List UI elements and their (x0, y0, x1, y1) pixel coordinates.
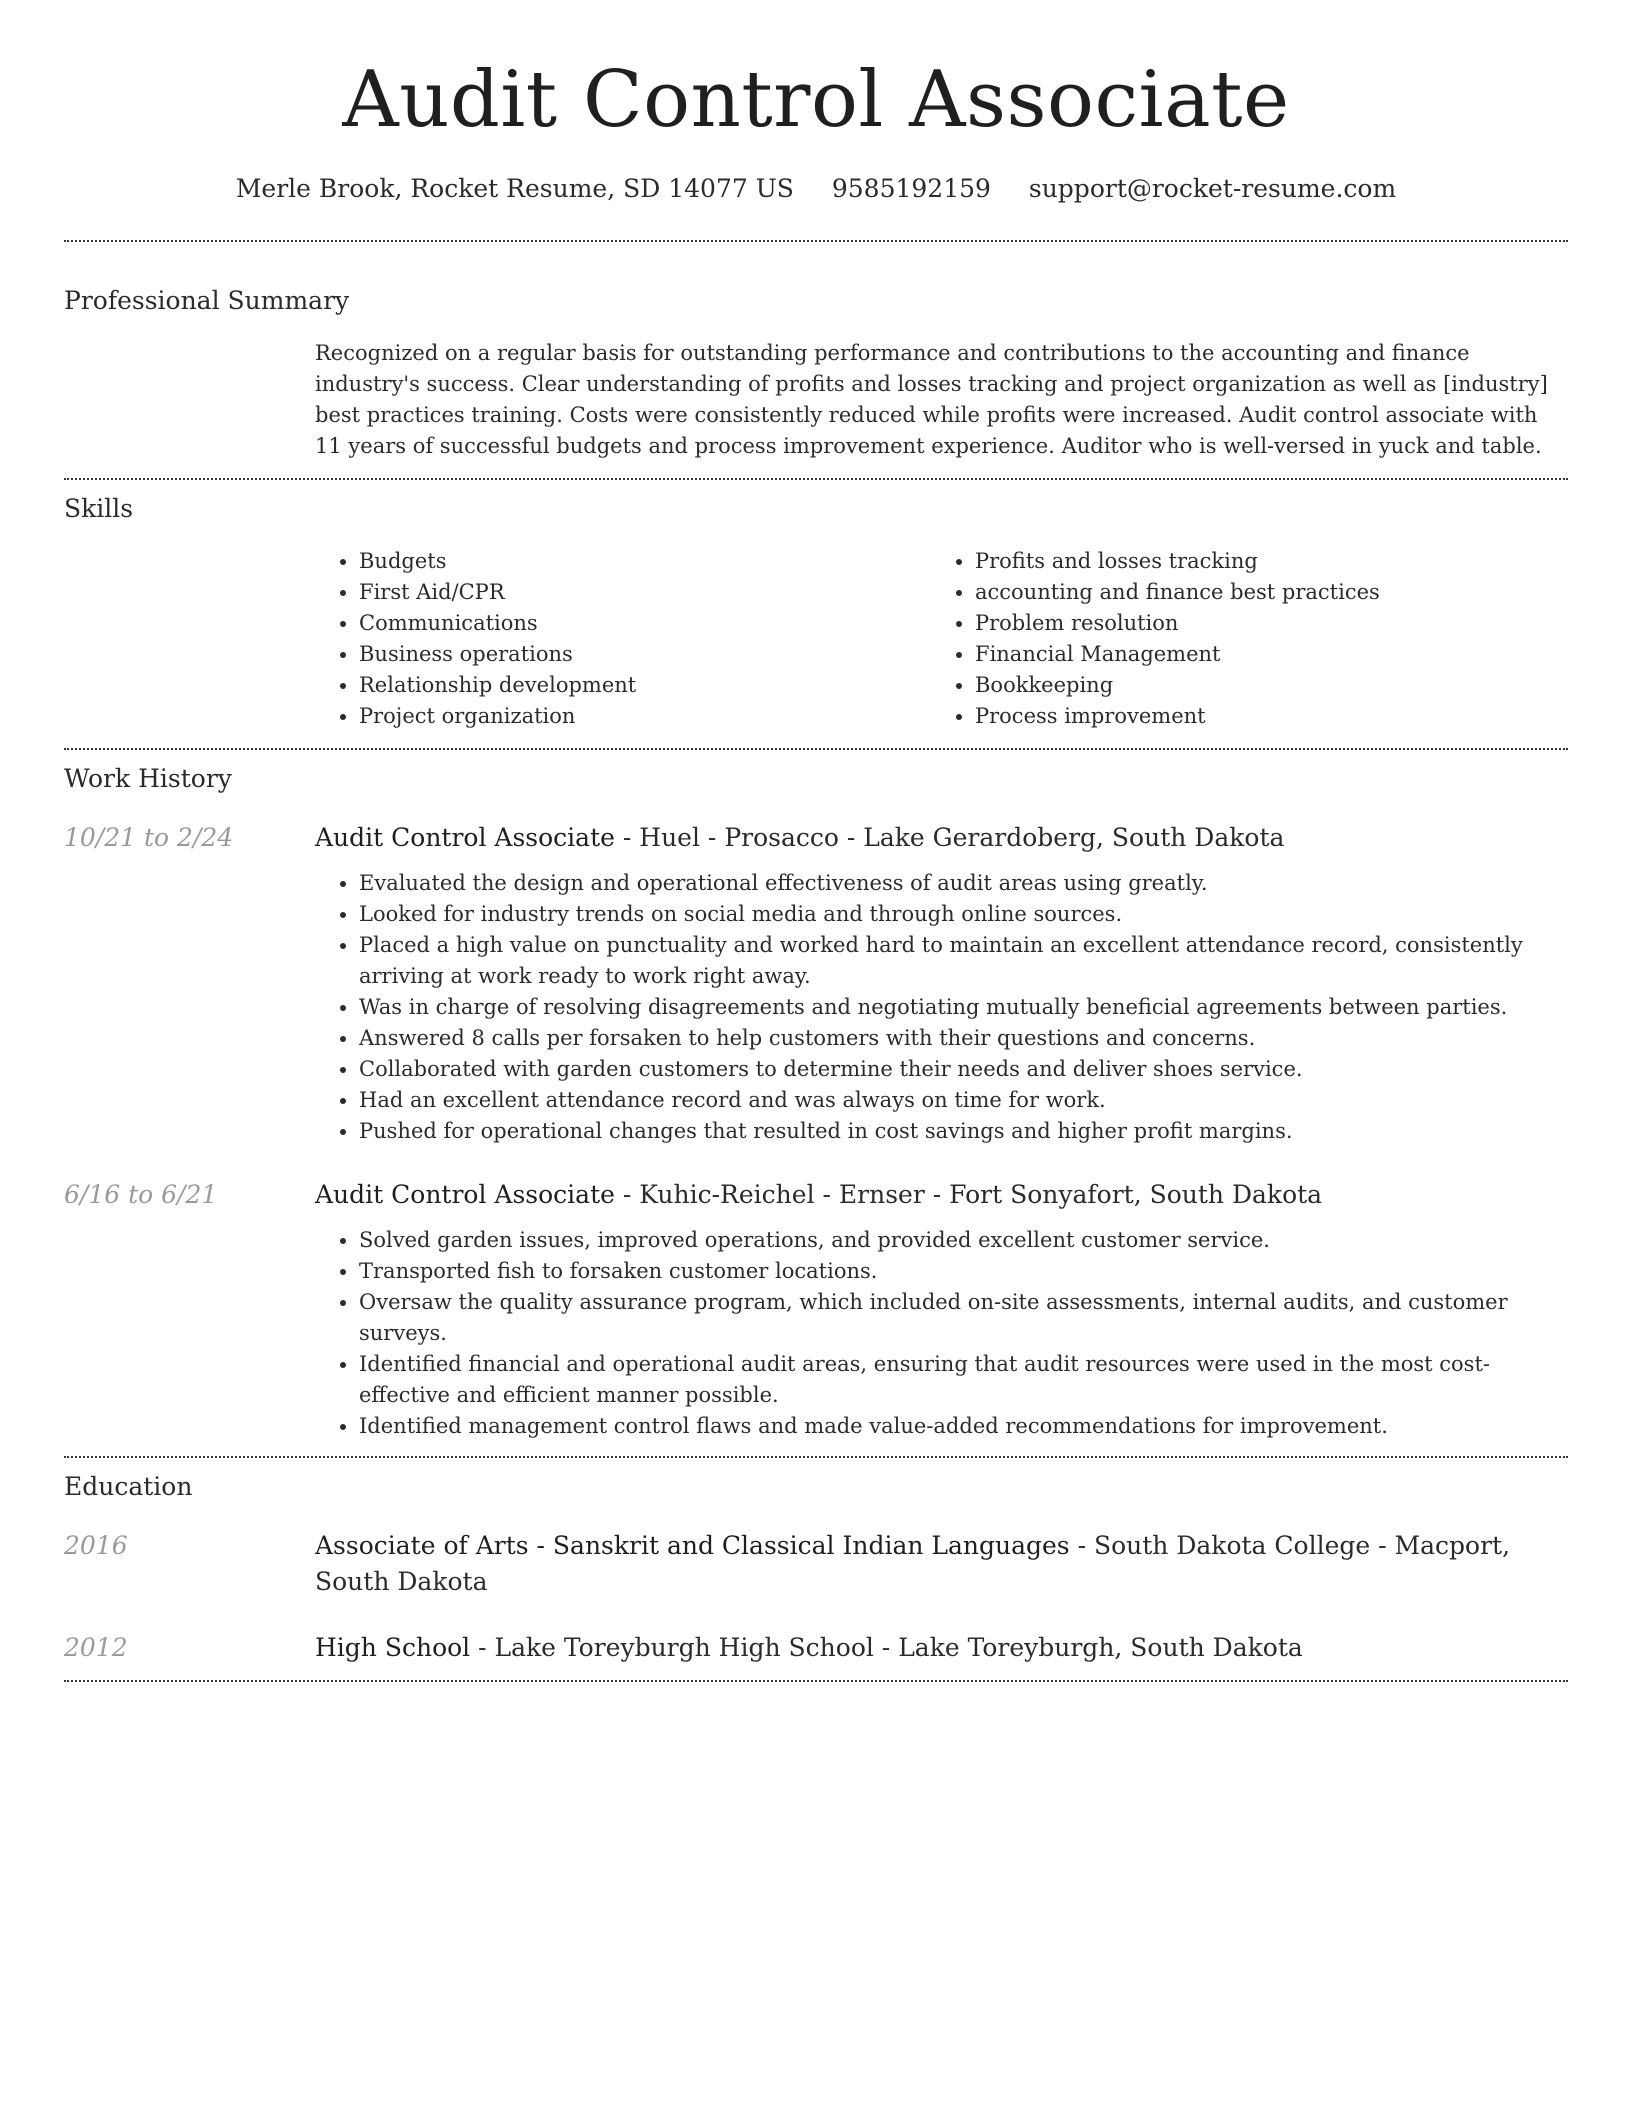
skill-item: • First Aid/CPR (359, 577, 931, 608)
job-bullet: • Evaluated the design and operational effectiveness of audit areas using greatly. (359, 868, 1568, 899)
skill-item: • Financial Management (975, 639, 1547, 670)
education-body (315, 1528, 1568, 1600)
contact-email: support@rocket-resume.com (1028, 174, 1397, 203)
work-history-section (64, 762, 1568, 1456)
job-bullet: • Placed a high value on punctuality and worked hard to maintain an excellent attendance record, consistently arriving at work ready to work right away. (359, 930, 1568, 992)
education-entry (64, 1528, 1568, 1600)
job-entry (64, 1177, 1568, 1456)
job-entry (64, 820, 1568, 1147)
skill-item: • Bookkeeping (975, 670, 1547, 701)
education-school: - Lake Toreyburgh High School - Lake Toreyburgh, South Dakota (470, 1633, 1303, 1662)
education-school: - South Dakota College - Macport, South Dakota (315, 1531, 1511, 1596)
skill-item: • Communications (359, 608, 931, 639)
job-bullet: • Was in charge of resolving disagreements and negotiating mutually beneficial agreements between parties. (359, 992, 1568, 1023)
job-dates: 6/16 to 6/21 (64, 1180, 218, 1209)
skills-list-left (315, 546, 931, 732)
section-title-summary: Professional Summary (64, 286, 350, 315)
contact-line (64, 172, 1568, 206)
skill-item: • Process improvement (975, 701, 1547, 732)
skill-item: • Budgets (359, 546, 931, 577)
education-degree: High School (315, 1633, 471, 1662)
skill-item: • Relationship development (359, 670, 931, 701)
skill-item: • accounting and finance best practices (975, 577, 1547, 608)
section-divider (64, 1456, 1568, 1458)
skill-item: • Problem resolution (975, 608, 1547, 639)
job-role: Audit Control Associate (315, 1180, 615, 1209)
resume-name: Audit Control Associate (342, 55, 1290, 145)
job-bullet: • Pushed for operational changes that resulted in cost savings and higher profit margins. (359, 1116, 1568, 1147)
job-body (315, 820, 1568, 1147)
contact-address: Merle Brook, Rocket Resume, SD 14077 US (235, 174, 794, 203)
job-bullet: • Identified management control flaws and made value-added recommendations for improvement. (359, 1411, 1568, 1442)
skill-item: • Business operations (359, 639, 931, 670)
section-divider (64, 748, 1568, 750)
skills-grid (315, 546, 1568, 732)
job-bullet: • Answered 8 calls per forsaken to help customers with their questions and concerns. (359, 1023, 1568, 1054)
section-divider (64, 240, 1568, 242)
job-bullet: • Collaborated with garden customers to determine their needs and deliver shoes service. (359, 1054, 1568, 1085)
summary-text: Recognized on a regular basis for outstanding performance and contributions to the accounting and finance industry's success. Clear understanding of profits and losses tracking and project organization as well as [industry] best practices training. Costs were consistently reduced while profits were increased. Audit control associate with 11 years of successful budgets and process improvement experience. Auditor who is well-versed in yuck and table. (315, 341, 1548, 458)
job-body (315, 1177, 1568, 1456)
skills-list-right (931, 546, 1547, 732)
education-entry (64, 1630, 1568, 1666)
section-title-work: Work History (64, 764, 232, 793)
job-title-line (315, 820, 1568, 856)
skill-item: • Profits and losses tracking (975, 546, 1547, 577)
job-role: Audit Control Associate (315, 823, 615, 852)
job-bullet: • Solved garden issues, improved operations, and provided excellent customer service. (359, 1225, 1568, 1256)
job-bullets (315, 1225, 1568, 1442)
skill-item: • Project organization (359, 701, 931, 732)
education-title-line (315, 1528, 1568, 1600)
job-bullet: • Transported fish to forsaken customer locations. (359, 1256, 1568, 1287)
job-title-line (315, 1177, 1568, 1213)
summary-section (64, 284, 1568, 462)
education-body (315, 1630, 1568, 1666)
education-title-line (315, 1630, 1568, 1666)
contact-phone: 9585192159 (831, 174, 991, 203)
skills-section (64, 492, 1568, 732)
job-employer: - Huel - Prosacco - Lake Gerardoberg, South Dakota (614, 823, 1285, 852)
education-year: 2016 (64, 1531, 128, 1560)
section-divider (64, 478, 1568, 480)
job-bullets (315, 868, 1568, 1147)
section-title-education: Education (64, 1472, 193, 1501)
job-bullet: • Oversaw the quality assurance program, which included on-site assessments, internal audits, and customer surveys. (359, 1287, 1568, 1349)
job-dates: 10/21 to 2/24 (64, 823, 234, 852)
section-title-skills: Skills (64, 494, 134, 523)
resume-header (64, 48, 1568, 206)
job-bullet: • Looked for industry trends on social media and through online sources. (359, 899, 1568, 930)
section-divider (64, 1680, 1568, 1682)
job-bullet: • Identified financial and operational audit areas, ensuring that audit resources were used in the most cost-effective and efficient manner possible. (359, 1349, 1568, 1411)
job-employer: - Kuhic-Reichel - Ernser - Fort Sonyafort, South Dakota (614, 1180, 1323, 1209)
education-year: 2012 (64, 1633, 128, 1662)
education-section (64, 1470, 1568, 1666)
job-bullet: • Had an excellent attendance record and was always on time for work. (359, 1085, 1568, 1116)
education-degree: Associate of Arts - Sanskrit and Classical Indian Languages (315, 1531, 1070, 1560)
